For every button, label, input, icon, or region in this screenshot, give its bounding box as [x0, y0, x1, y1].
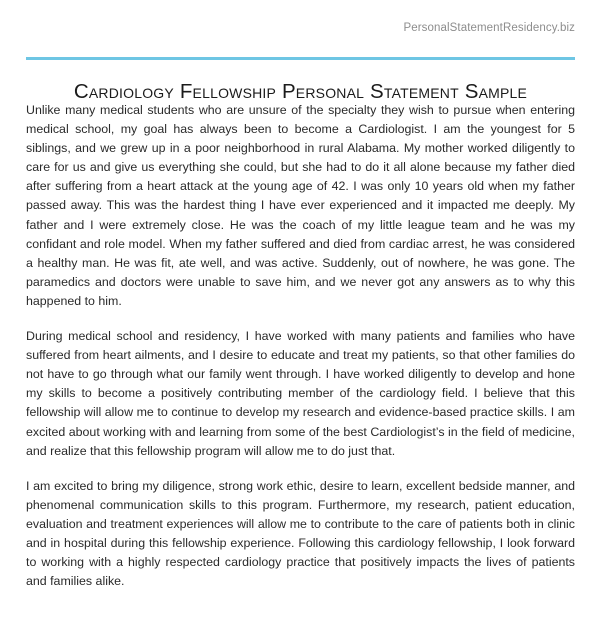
- page-title: Cardiology Fellowship Personal Statement Sample: [73, 79, 528, 103]
- site-watermark: [403, 18, 575, 36]
- header-accent-rule: [26, 57, 575, 60]
- paragraph: I am excited to bring my diligence, strong work ethic, desire to learn, excellent bedside manner, and phenomenal communication skills to this program. Furthermore, my research, patient education, evaluation and treatment experiences will allow me to contribute to the care of patients both in clinic and in hospital during this fellowship experience. Following this cardiology fellowship, I look forward to working with a highly respected cardiology practice that positively impacts the lives of patients and families alike.: [26, 478, 575, 589]
- paragraph: During medical school and residency, I have worked with many patients and families who have suffered from heart ailments, and I desire to educate and treat my patients, so that other families do not have to go through what our family went through. I have worked diligently to develop and hone my skills to become a positively contributing member of the cardiology field. I believe that this fellowship will allow me to continue to develop my research and evidence-based practice skills. I am excited about working with and learning from some of the best Cardiologist’s in the field of medicine, and realize that this fellowship program will allow me to do just that.: [26, 329, 575, 458]
- paragraph: Unlike many medical students who are unsure of the specialty they wish to pursue when entering medical school, my goal has always been to become a Cardiologist. I am the youngest for 5 siblings, and we grew up in a poor neighborhood in rural Alabama. My mother worked diligently to care for us and give us everything she could, but she had to do it all alone because my father died after suffering from a heart attack at the young age of 42. I was only 10 years old when my father passed away. This was the hardest thing I have ever experienced and it impacted me deeply. My father and I were extremely close. He was the coach of my little league team and he was my confidant and role model. When my father suffered and died from cardiac arrest, he was considered a healthy man. He was fit, ate well, and was active. Suddenly, out of nowhere, he was gone. The paramedics and doctors were unable to save him, and we never got any answers as to why this happened to him.: [26, 103, 575, 308]
- site-watermark-text: PersonalStatementResidency.biz: [403, 22, 575, 34]
- document-body: [26, 101, 575, 591]
